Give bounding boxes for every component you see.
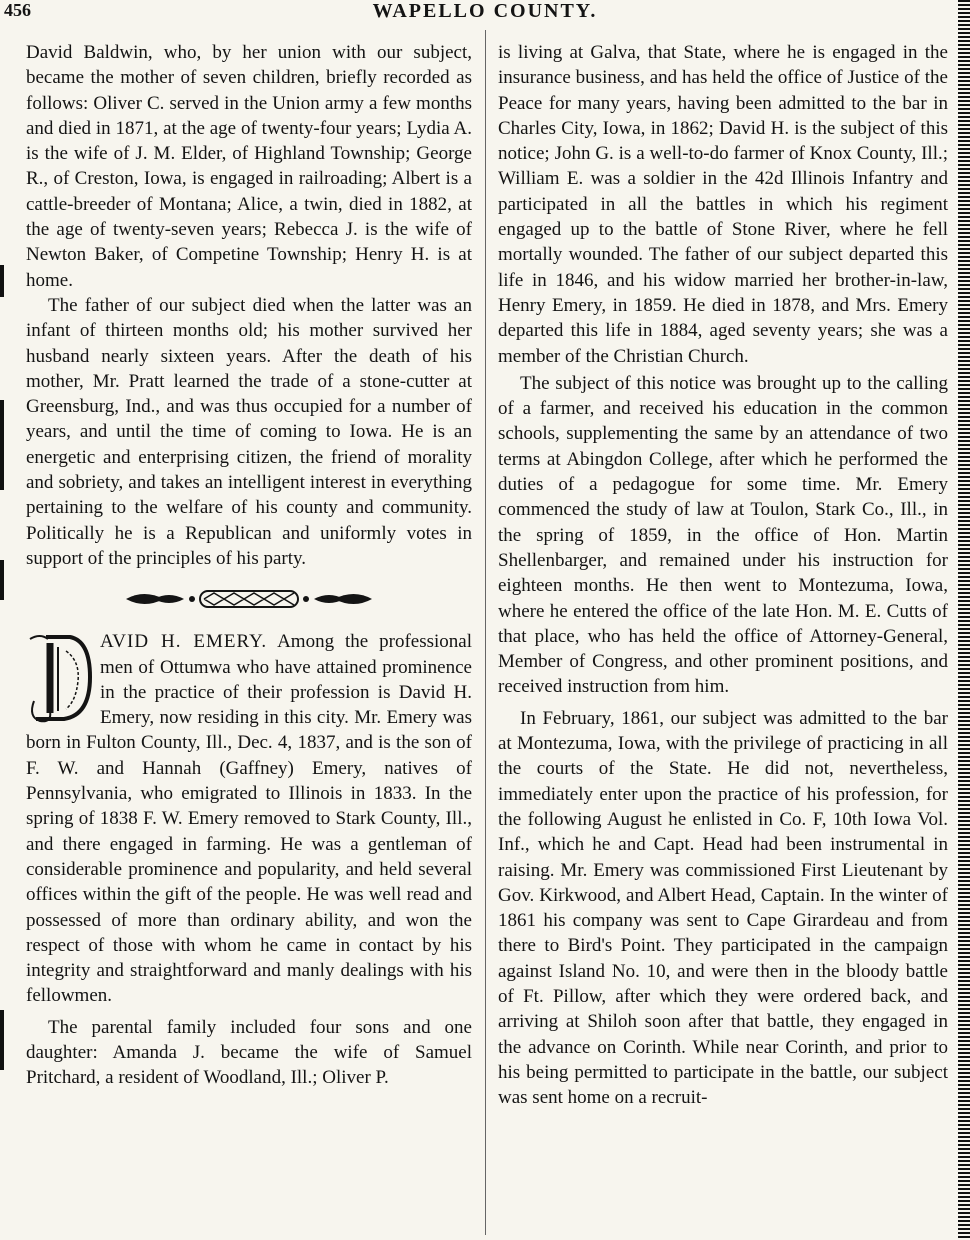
page-number: 456 — [4, 0, 31, 20]
paragraph: is living at Galva, that State, where he is engaged in the insurance business, and has held the office of Justice of the Peace for many years, having been admitted to the bar in Charles City, Iowa, in 1862; David H. is the subject of this notice; John G. is a well-to-do farmer of Knox County, Ill.; William E. was a soldier in the 42d Illinois Infantry and participated in all the battles in which his regiment engaged up to the battle of Stone River, where he fell mortally wounded. The father of our subject departed this life in 1846, and his widow married her brother-in-law, Henry Emery, in 1859. He died in 1878, and Mrs. Emery departed this life in 1884, aged seventy years; she was a member of the Christian Church. — [498, 42, 948, 367]
paragraph: Among the professional men of Ottumwa who have attained prominence in the practice of their profession is David H. Emery, now residing in this city. Mr. Emery was born in Fulton County, Ill., Dec. 4, 1837, and is the son of F. W. and Hannah (Gaffney) Emery, natives of Pennsylvania, who emigrated to Illinois in 1833. In the spring of 1838 F. W. Emery removed to Stark County, Ill., and there engaged in farming. He was a gentleman of considerable prominence and popularity, and held several offices within the gift of the people. He was well read and possessed of more than ordinary ability, and won the respect of those with whom he came in contact by his integrity and straightforward and manly dealings with his fellowmen. — [26, 631, 473, 1007]
dropcap-letter — [26, 631, 94, 725]
biography-entry — [26, 629, 472, 1090]
column-divider — [485, 30, 486, 1235]
paragraph: In February, 1861, our subject was admitted to the bar at Montezuma, Iowa, with the privilege of practicing in all the courts of the State. He did not, nevertheless, immediately enter upon the practice of his profession, for the following August he enlisted in Co. F, 10th Iowa Vol. Inf., which he and Capt. Head had been instrumental in raising. Mr. Emery was commissioned First Lieutenant by Gov. Kirkwood, and Albert Head, Captain. In the winter of 1861 his company was sent to Cape Girardeau and from there to Bird's Point. They participated in the campaign against Island No. 10, and were then in the bloody battle of Ft. Pillow, after which they were ordered back, and arriving at Shiloh soon after that battle, they engaged in the advance on Corinth. While near Corinth, and prior to his being permitted to participate in the battle, our subject was sent home on a recruit- — [498, 707, 948, 1109]
running-title: WAPELLO COUNTY. — [372, 0, 598, 22]
left-margin-bar — [0, 1010, 4, 1070]
biography-name: AVID H. EMERY. — [100, 631, 268, 653]
right-column — [498, 40, 948, 1110]
left-margin-bar — [0, 265, 4, 297]
left-column — [26, 40, 472, 1091]
ornamental-divider — [124, 587, 374, 611]
paragraph: The parental family included four sons and one daughter: Amanda J. became the wife of Samuel Pritchard, a resident of Woodland, Ill.; Oliver P. — [26, 1016, 472, 1089]
left-margin-bar — [0, 560, 4, 600]
paragraph: David Baldwin, who, by her union with our subject, became the mother of seven children, briefly recorded as follows: Oliver C. served in the Union army a few months and died in 1871, at the age of twenty-four years; Lydia A. is the wife of J. M. Elder, of Highland Township; George R., of Creston, Iowa, is engaged in railroading; Albert is a cattle-breeder of Montana; Alice, a twin, died in 1882, at the age of twenty-seven years; Rebecca J. is the wife of Newton Baker, of Competine Township; Henry H. is at home. — [26, 42, 472, 291]
page-header — [0, 0, 970, 28]
paragraph: The father of our subject died when the latter was an infant of thirteen months old; his mother survived her husband nearly sixteen years. After the death of his mother, Mr. Pratt learned the trade of a stone-cutter at Greensburg, Ind., and was thus occupied for a number of years, and until the time of coming to Iowa. He is an energetic and enterprising citizen, the friend of morality and sobriety, and takes an intelligent interest in everything pertaining to the welfare of his county and community. Politically he is a Republican and uniformly votes in support of the principles of his party. — [26, 294, 472, 569]
left-margin-bar — [0, 400, 4, 490]
binding-edge — [958, 0, 970, 1240]
paragraph: The subject of this notice was brought up to the calling of a farmer, and received his education in the common schools, supplementing the same by an attendance of two terms at Abingdon College, after which he performed the duties of a pedagogue for some time. Mr. Emery commenced the study of law at Toulon, Stark Co., Ill., in the spring of 1859, in the office of Hon. Martin Shellenbarger, and remained under his instruction for eighteen months. He then went to Montezuma, Iowa, where he entered the office of the late Hon. M. E. Cutts of that place, who has held the office of Attorney-General, Member of Congress, and other prominent positions, and received instruction from him. — [498, 372, 948, 698]
